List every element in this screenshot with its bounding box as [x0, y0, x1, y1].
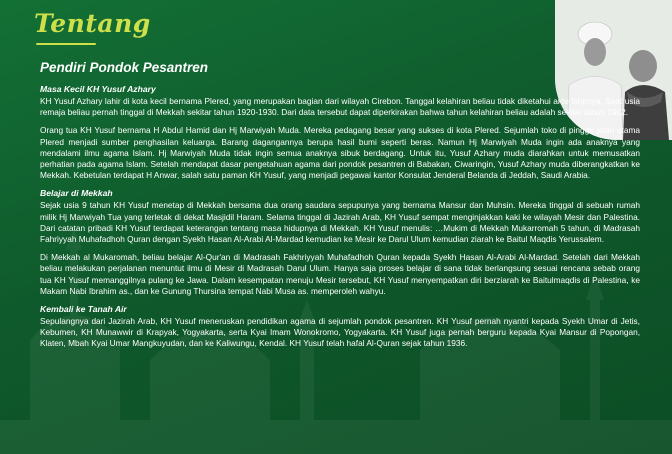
- paragraph: Orang tua KH Yusuf bernama H Abdul Hamid dan Hj Marwiyah Muda. Mereka pedagang besar yang sukses di kota Plered. Sejumlah toko di pinggir jalan utama Plered menjadi sumber penghasilan keluarga. Barang dagangannya berupa hasil bumi seperti beras. Namun Hj Marwiyah Muda ingin ada anaknya yang mendalami ilmu agama Islam. Hj Marwiyah Muda tidak ingin semua anaknya sibuk berdagang. Untuk itu, Yusuf Azhary muda diarahkan untuk memusatkan perhatian pada agama Islam. Setelah mendapat dasar pengetahuan agama dari pondok pesantren di Babakan, Ciwaringin, Yusuf Azhary muda diberangkatkan ke Mekkah. Kebetulan terdapat H Anwar, salah satu paman KH Yusuf, yang menjadi pegawai kantor Konsulat Jenderal Belanda di Jeddah, Saudi Arabia.: [40, 125, 640, 181]
- page-title: Pendiri Pondok Pesantren: [40, 60, 209, 75]
- section-heading-belajar: Belajar di Mekkah: [40, 188, 113, 199]
- section-heading-masa-kecil: Masa Kecil KH Yusuf Azhary: [40, 84, 156, 94]
- paragraph: KH Yusuf Azhary lahir di kota kecil bernama Plered, yang merupakan bagian dari wilayah Cirebon. Tanggal kelahiran beliau tidak diketahui akte lahirnya. Saat usia remaja beliau pernah tinggal di Mekkah sekitar tahun 1920-1930. Dari data tersebut dapat diperkirakan bahwa tahun kelahiran beliau adalah sekitar tahun 1912.: [40, 96, 640, 118]
- paragraph: Sejak usia 9 tahun KH Yusuf menetap di Mekkah bersama dua orang saudara sepupunya yang bernama Mansur dan Muhsin. Mereka tinggal di sebuah rumah milik Hj Marwiyah Tua yang terletak di dekat Masjidil Haram. Selama tinggal di Jazirah Arab, KH Yusuf sempat menginjakkan kaki ke wilayah Mesir dan Palestina. Dari catatan pribadi KH Yusuf terdapat keterangan tentang masa hidupnya di Mekkah. KH Yusuf menulis: …Mukim di Mekkah Mukarromah 5 tahun, di Madrasah Fahriyyah Muhafadhoh Quran dengan Syekh Hasan Al-Arabi Al-Mardad kemudian ke Mesir ke Darul Ulum kemudian ziarah ke Baitul Maqdis Yerussalem.: [40, 200, 640, 245]
- section-tag: Tentang: [34, 9, 151, 38]
- paragraph: Di Mekkah al Mukaromah, beliau belajar Al-Qur'an di Madrasah Fakhriyyah Muhafadhoh Quran kepada Syekh Hasan Al-Arabi Al-Mardad. Setelah dari Mekkah beliau melakukan perjalanan menuntut ilmu di Mesir di Madrasah Darul Ulum. Hanya saja proses belajar di sana tidak berlangsung sesuai rencana sebab orang tua KH Yusuf memanggilnya pulang ke Jawa. Dalam kesempatan menuju Mesir tersebut, KH Yusuf menyempatkan diri berziarah ke Baitulmaqdis di Palestina, ke Makam Nabi Ibrahim as., dan ke Gunung Thursina tempat Nabi Musa as. memperoleh wahyu.: [40, 252, 640, 296]
- article-body: [40, 84, 640, 350]
- tag-underline: [36, 43, 96, 45]
- section-heading-kembali: Kembali ke Tanah Air: [40, 304, 127, 315]
- paragraph: Sepulangnya dari Jazirah Arab, KH Yusuf meneruskan pendidikan agama di sejumlah pondok pesantren. KH Yusuf pernah nyantri kepada Syekh Umar di Jetis, Kebumen, KH Munawwir di Krapyak, Yogyakarta, serta Kyai Imam Wonokromo, Yogyakarta. KH Yusuf juga pernah berguru kepada Kyai Mansur di Popongan, Klaten, Mbah Kyai Umar Mangkuyudan, dan ke Kaliwungu, Kendal. KH Yusuf telah hafal Al-Quran sejak tahun 1936.: [40, 316, 640, 349]
